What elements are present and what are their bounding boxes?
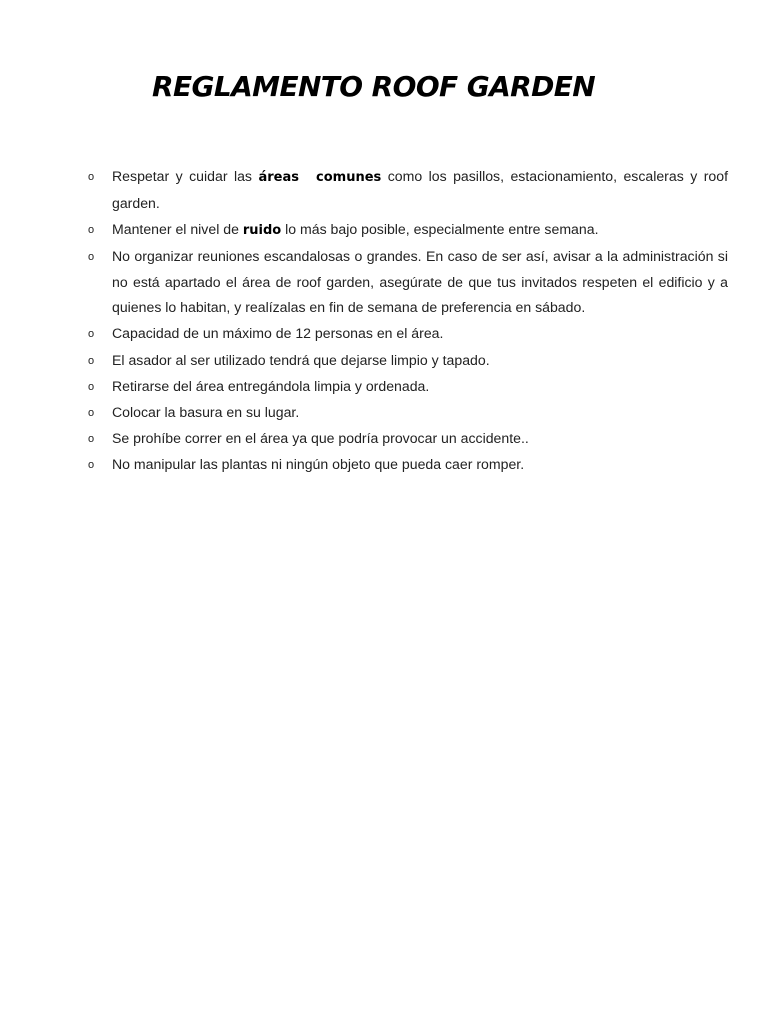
rules-list <box>84 164 728 478</box>
bullet-marker: o <box>88 354 95 367</box>
bullet-marker: o <box>88 406 95 419</box>
rule-item <box>84 217 728 244</box>
rule-text: No organizar reuniones escandalosas o grandes. En caso de ser así, avisar a la administración si no está apartado el área de roof garden, asegúrate de que tus invitados respeten el edificio y a quienes lo habitan, y realízalas en fin de semana de preferencia en sábado. <box>112 247 728 316</box>
rule-item <box>84 374 728 400</box>
rule-text: Mantener el nivel de <box>112 220 243 237</box>
rule-item <box>84 426 728 452</box>
bullet-marker: o <box>88 433 95 446</box>
bullet-marker: o <box>88 250 95 263</box>
rule-text: El asador al ser utilizado tendrá que dejarse limpio y tapado. <box>112 351 490 368</box>
rule-text: Se prohíbe correr en el área ya que podría provocar un accidente.. <box>112 430 529 447</box>
rule-emphasis: ruido <box>242 222 282 238</box>
rule-item <box>84 400 728 426</box>
rule-text: No manipular las plantas ni ningún objeto que pueda caer romper. <box>112 456 525 473</box>
bullet-marker: o <box>88 459 95 472</box>
rule-text: Colocar la basura en su lugar. <box>112 403 300 420</box>
rule-item <box>84 244 728 321</box>
bullet-marker: o <box>88 380 95 393</box>
bullet-marker: o <box>88 328 95 341</box>
bullet-marker: o <box>88 223 95 236</box>
rule-item <box>84 321 728 347</box>
rule-item <box>84 348 728 374</box>
rule-text: Retirarse del área entregándola limpia y ordenada. <box>112 377 430 394</box>
rule-text: Respetar y cuidar las <box>112 168 259 184</box>
bullet-marker: o <box>88 171 95 183</box>
rule-item <box>84 164 728 216</box>
rule-text-continued: lo más bajo posible, especialmente entre semana. <box>281 220 599 237</box>
rule-text-continued: como los pasillos, estacionamiento, escaleras y roof garden. <box>112 168 728 211</box>
document-title: REGLAMENTO ROOF GARDEN <box>152 70 596 103</box>
rule-item <box>84 452 728 478</box>
rule-emphasis: áreas comunes <box>258 170 382 185</box>
rule-text: Capacidad de un máximo de 12 personas en el área. <box>112 325 444 342</box>
